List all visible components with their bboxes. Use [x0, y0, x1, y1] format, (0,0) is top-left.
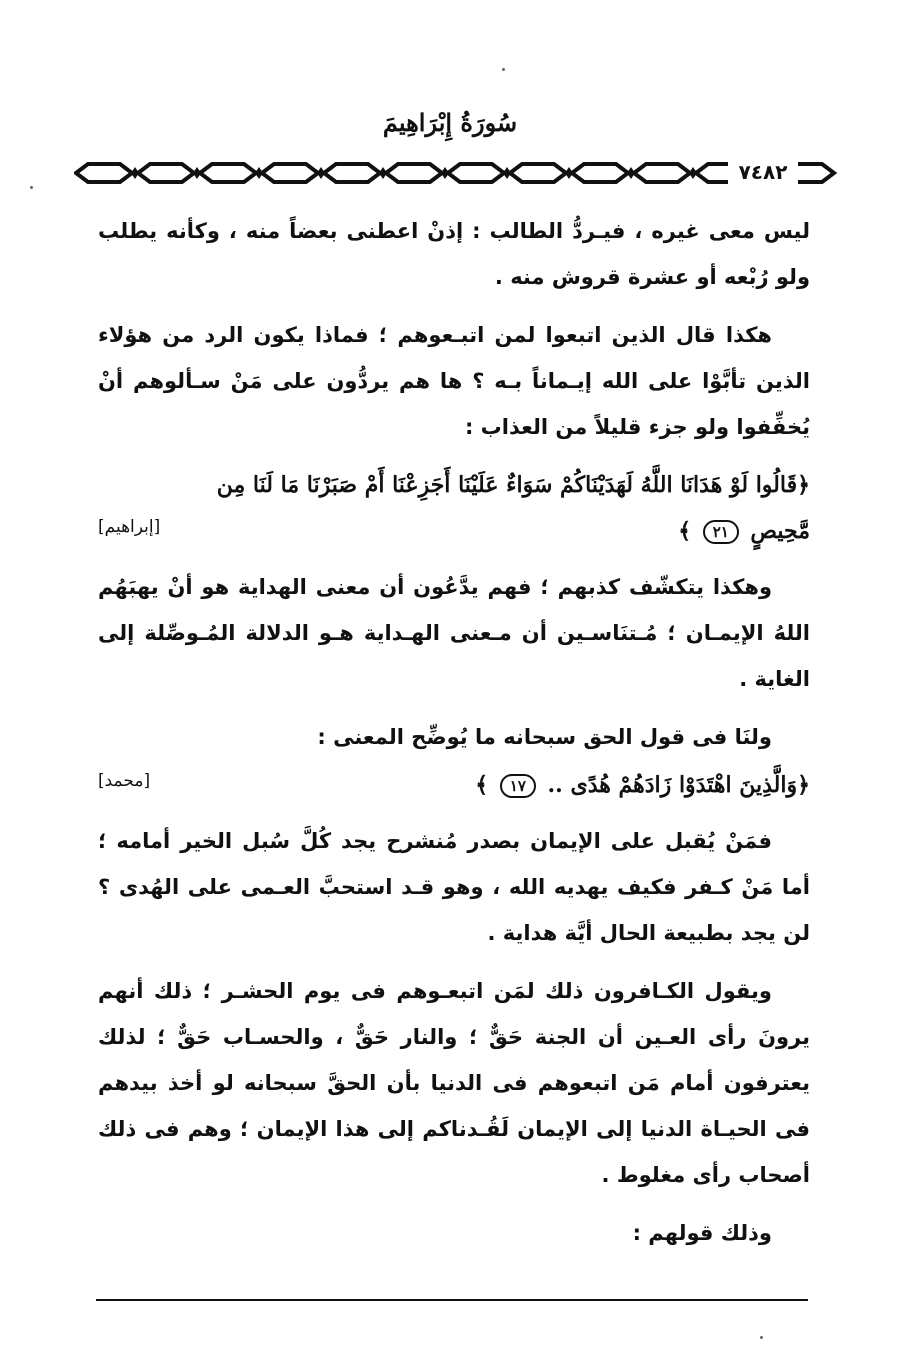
page-body: [98, 208, 810, 1268]
verse-close-bracket: ﴾: [475, 772, 489, 798]
paragraph: فمَنْ يُقبل على الإيمان بصدر مُنشرح يجد كُلَّ سُبل الخير أمامه ؛ أما مَنْ كـفر فكيف يهديه الله ، وهو قـد استحبَّ العـمى على الهُدى ؟ لن يجد بطبيعة الحال أيَّة هداية .: [98, 829, 810, 945]
verse-text-line: [98, 762, 810, 808]
paragraph: ولنَا فى قول الحق سبحانه ما يُوضِّح المعنى :: [317, 725, 772, 749]
paragraph: وذلك قولهم :: [632, 1221, 772, 1245]
verse-reference: [محمد]: [98, 771, 151, 791]
paragraph: ليس معى غيره ، فيـردُّ الطالب : إذنْ اعطنى بعضاً منه ، وكأنه يطلب ولو رُبْعه أو عشرة قروش منه .: [98, 219, 810, 289]
paragraph: ويقول الكـافرون ذلك لمَن اتبعـوهم فى يوم الحشـر ؛ ذلك أنهم يرونَ رأى العـين أن الجنة حَقٌّ ؛ والنار حَقٌّ ، والحسـاب حَقٌّ ؛ لذلك يعترفون أمام مَن اتبعوهم فى الدنيا بأن الحقَّ سبحانه لو أخذ بيدهم فى الحيـاة الدنيا إلى الإيمان لَقُـدناكم إلى هذا الإيمان ؛ وهم فى ذلك أصحاب رأى مغلوط .: [98, 979, 810, 1187]
verse-text-end: مَّحِيصٍ: [750, 518, 810, 544]
verse-text-line: ﴿قَالُوا لَوْ هَدَانَا اللَّهُ لَهَدَيْنَاكُمْ سَوَاءٌ عَلَيْنَا أَجَزِعْنَا أَمْ صَبَرْنَا مَا لَنَا مِن: [216, 472, 810, 498]
ayah-number-badge: ١٧: [500, 774, 536, 798]
footer-rule: [96, 1299, 808, 1301]
scan-speck: [760, 1336, 763, 1339]
paragraph: هكذا قال الذين اتبعوا لمن اتبـعوهم ؛ فماذا يكون الرد من هؤلاء الذين تأبَّوْا على الله إيـماناً بـه ؟ ها هم يردُّون على مَنْ سـألوهم أنْ يُخفِّفوا ولو جزء قليلاً من العذاب :: [98, 323, 810, 439]
verse-text: ﴿وَالَّذِينَ اهْتَدَوْا زَادَهُمْ هُدًى ..: [547, 772, 810, 798]
verse-close-bracket: ﴾: [678, 518, 692, 544]
ornamental-header-band: [74, 156, 840, 190]
verse-text-line: [98, 508, 810, 554]
quran-verse: [98, 462, 810, 554]
scan-speck: [502, 68, 505, 71]
page-number: ٧٤٨٢: [728, 160, 798, 184]
paragraph: وهكذا يتكشّف كذبهم ؛ فهم يدَّعُون أن معنى الهداية هو أنْ يهبَهُم اللهُ الإيمـان ؛ مُـتنَاسـين أن مـعنى الهـداية هـو الدلالة المُـوصِّلة إلى الغاية .: [98, 575, 810, 691]
verse-reference: [إبراهيم]: [98, 517, 161, 537]
ornament-chain-icon: [74, 156, 840, 190]
surah-title: سُورَةُ إِبْرَاهِيمَ: [382, 108, 518, 137]
scan-speck: [30, 186, 33, 189]
ayah-number-badge: ٢١: [703, 520, 739, 544]
quran-verse: [98, 762, 810, 808]
